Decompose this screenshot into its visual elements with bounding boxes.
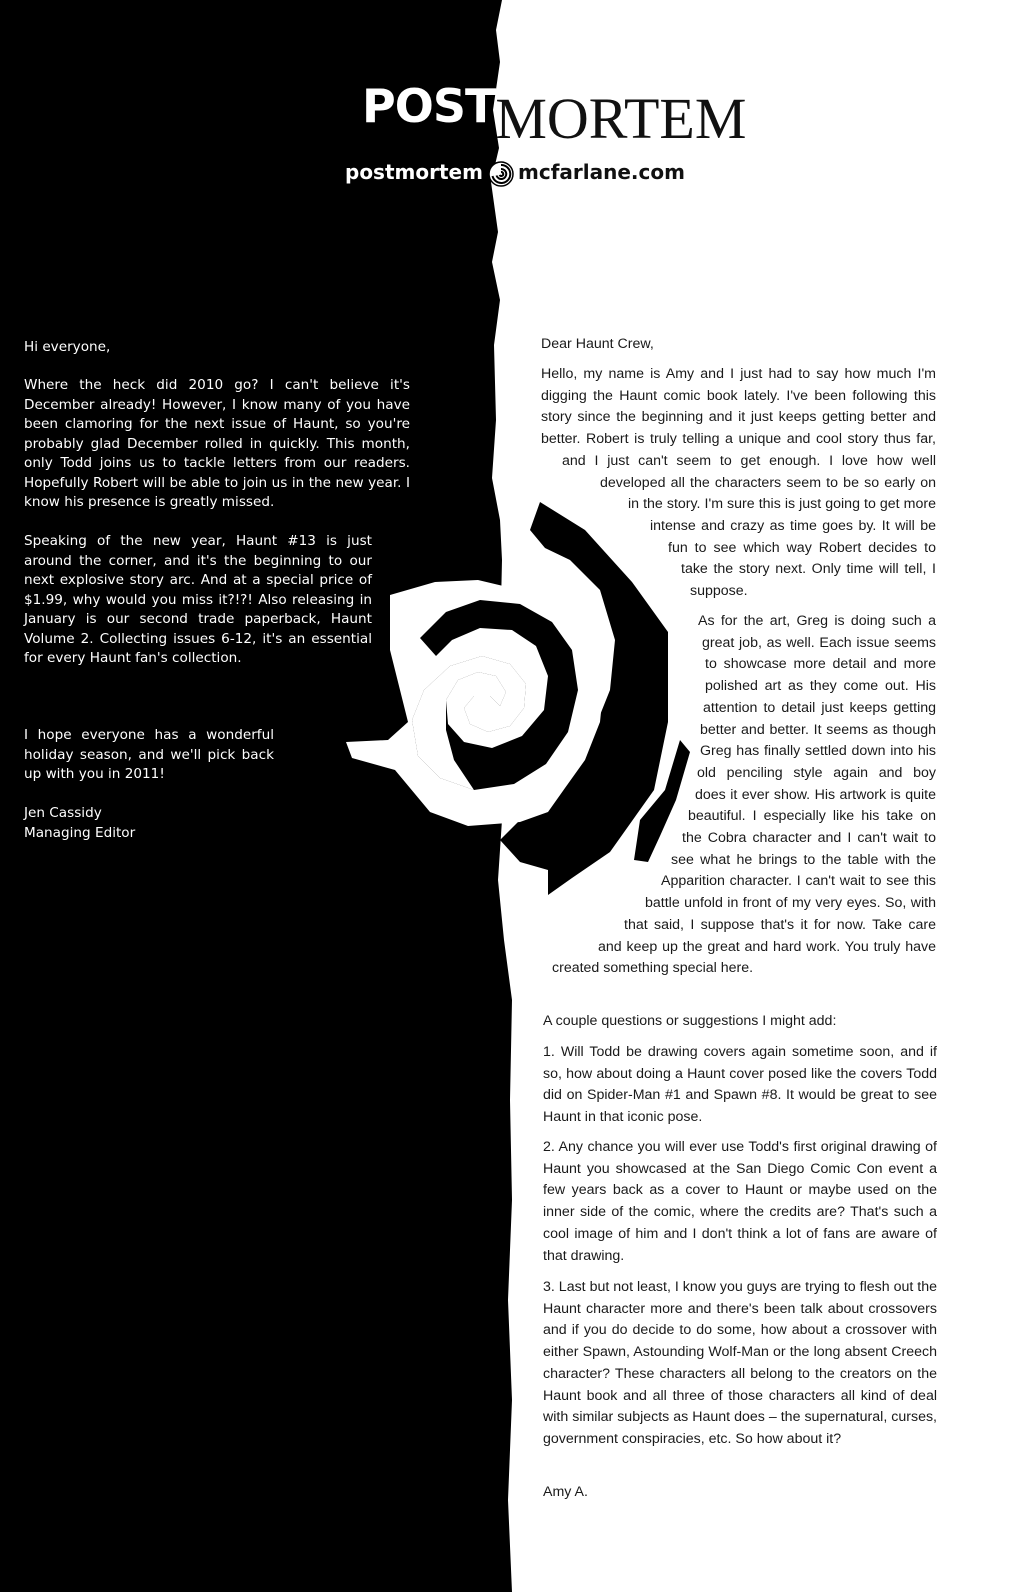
editor-paragraph-1: Where the heck did 2010 go? I can't believe it's December already! However, I know many of you have been clamoring for the next issue of Haunt, so you're probably glad December rolled in quickly. This month, only Todd joins us to tackle letters from our readers. Hopefully Robert will be able to join us in the new year. I know his presence is greatly missed. bbox=[24, 377, 410, 510]
letter-line: old penciling style again and boy bbox=[697, 764, 936, 781]
letter-line: Hello, my name is Amy and I just had to say how much I'm bbox=[541, 366, 936, 382]
letter-paragraph-6: 3. Last but not least, I know you guys are trying to flesh out the Haunt character more and there's been talk about crossovers and if you do decide to do some, how about a crossover with either Spawn, Astounding Wolf-Man or the long absent Creech character? These characters all belong to the creators on the Haunt book and all three of those characters all kind of deal with similar subjects as Haunt does – the supernatural, curses, government conspiracies, etc. So how about it? bbox=[543, 1279, 937, 1447]
letter-line: take the story next. Only time will tell, I bbox=[681, 561, 936, 578]
title-mortem: MORTEM bbox=[495, 86, 747, 151]
letter-line: attention to detail just keeps getting bbox=[703, 699, 936, 716]
letter-paragraph-4: 1. Will Todd be drawing covers again sometime soon, and if so, how about doing a Haunt cover posed like the covers Todd did on Spider-Man #1 and Spawn #8. It would be great to see Haunt in that iconic pose. bbox=[543, 1044, 937, 1126]
editor-signoff-title: Managing Editor bbox=[24, 825, 136, 841]
letter-line: Apparition character. I can't wait to see this bbox=[661, 873, 936, 890]
letter-line: and keep up the great and hard work. You truly have bbox=[598, 938, 936, 955]
letter-line: see what he brings to the table with the bbox=[671, 851, 936, 868]
masthead-title bbox=[362, 74, 747, 151]
letter-line: great job, as well. Each issue seems bbox=[702, 634, 936, 651]
letter-line: beautiful. I especially like his take on bbox=[688, 808, 936, 825]
editor-paragraph-2: Speaking of the new year, Haunt #13 is just around the corner, and it's the beginning to our next explosive story arc. And at a special price of $1.99, why would you miss it?!?! Also releasing in January is our second trade paperback, Haunt Volume 2. Collecting issues 6-12, it's an essential for every Haunt fan's collection. bbox=[24, 533, 372, 666]
letter-line: digging the Haunt comic book lately. I've been following this bbox=[541, 387, 936, 404]
letter-paragraph-5: 2. Any chance you will ever use Todd's first original drawing of Haunt you showcased at the San Diego Comic Con event a few years back as a cover to Haunt or maybe used on the inner side of the comic, where the credits are? That's such a cool image of him and I don't think a lot of fans are aware of that drawing. bbox=[543, 1139, 937, 1264]
letter-signoff: Amy A. bbox=[543, 1484, 588, 1500]
letter-line: suppose. bbox=[690, 583, 748, 600]
editor-greeting: Hi everyone, bbox=[24, 339, 111, 355]
letter-line: intense and crazy as time goes by. It will be bbox=[650, 517, 936, 534]
letter-line: better. Robert is truly telling a unique and cool story thus far, bbox=[541, 431, 936, 448]
email-local-part: postmortem bbox=[345, 160, 483, 184]
letter-paragraph-1 bbox=[541, 364, 936, 603]
editor-paragraph-3: I hope everyone has a wonderful holiday season, and we'll pick back up with you in 2011! bbox=[24, 727, 274, 782]
letter-line: fun to see which way Robert decides to bbox=[668, 539, 936, 556]
letter-line: the Cobra character and I can't wait to bbox=[682, 830, 936, 847]
letter-line: battle unfold in front of my very eyes. So, with bbox=[645, 895, 936, 912]
letter-line: created something special here. bbox=[552, 960, 754, 977]
letter-paragraph-3: A couple questions or suggestions I might add: bbox=[543, 1013, 837, 1029]
letter-line: polished art as they come out. His bbox=[705, 678, 936, 695]
letter-line: that said, I suppose that's it for now. Take care bbox=[624, 916, 936, 933]
letter-line: developed all the characters seem to be so early on bbox=[600, 474, 936, 491]
letter-line: in the story. I'm sure this is just going to get more bbox=[628, 496, 936, 513]
spiral-at-icon bbox=[487, 160, 515, 188]
letter-line: better and better. It seems as though bbox=[700, 721, 936, 738]
letter-line: and I just can't seem to get enough. I love how well bbox=[562, 452, 936, 469]
letter-line: story since the beginning and it just keeps getting better and bbox=[541, 409, 936, 426]
letter-salutation: Dear Haunt Crew, bbox=[541, 336, 654, 352]
letter-line: Greg has finally settled down into his bbox=[700, 743, 936, 760]
email-domain: mcfarlane.com bbox=[518, 160, 685, 184]
letter-paragraph-2 bbox=[552, 611, 936, 980]
letter-line: to showcase more detail and more bbox=[705, 656, 936, 673]
editor-signoff-name: Jen Cassidy bbox=[24, 805, 102, 821]
letter-line: As for the art, Greg is doing such a bbox=[698, 613, 936, 629]
title-post: POST bbox=[362, 79, 496, 133]
letter-line: does it ever show. His artwork is quite bbox=[695, 786, 936, 803]
